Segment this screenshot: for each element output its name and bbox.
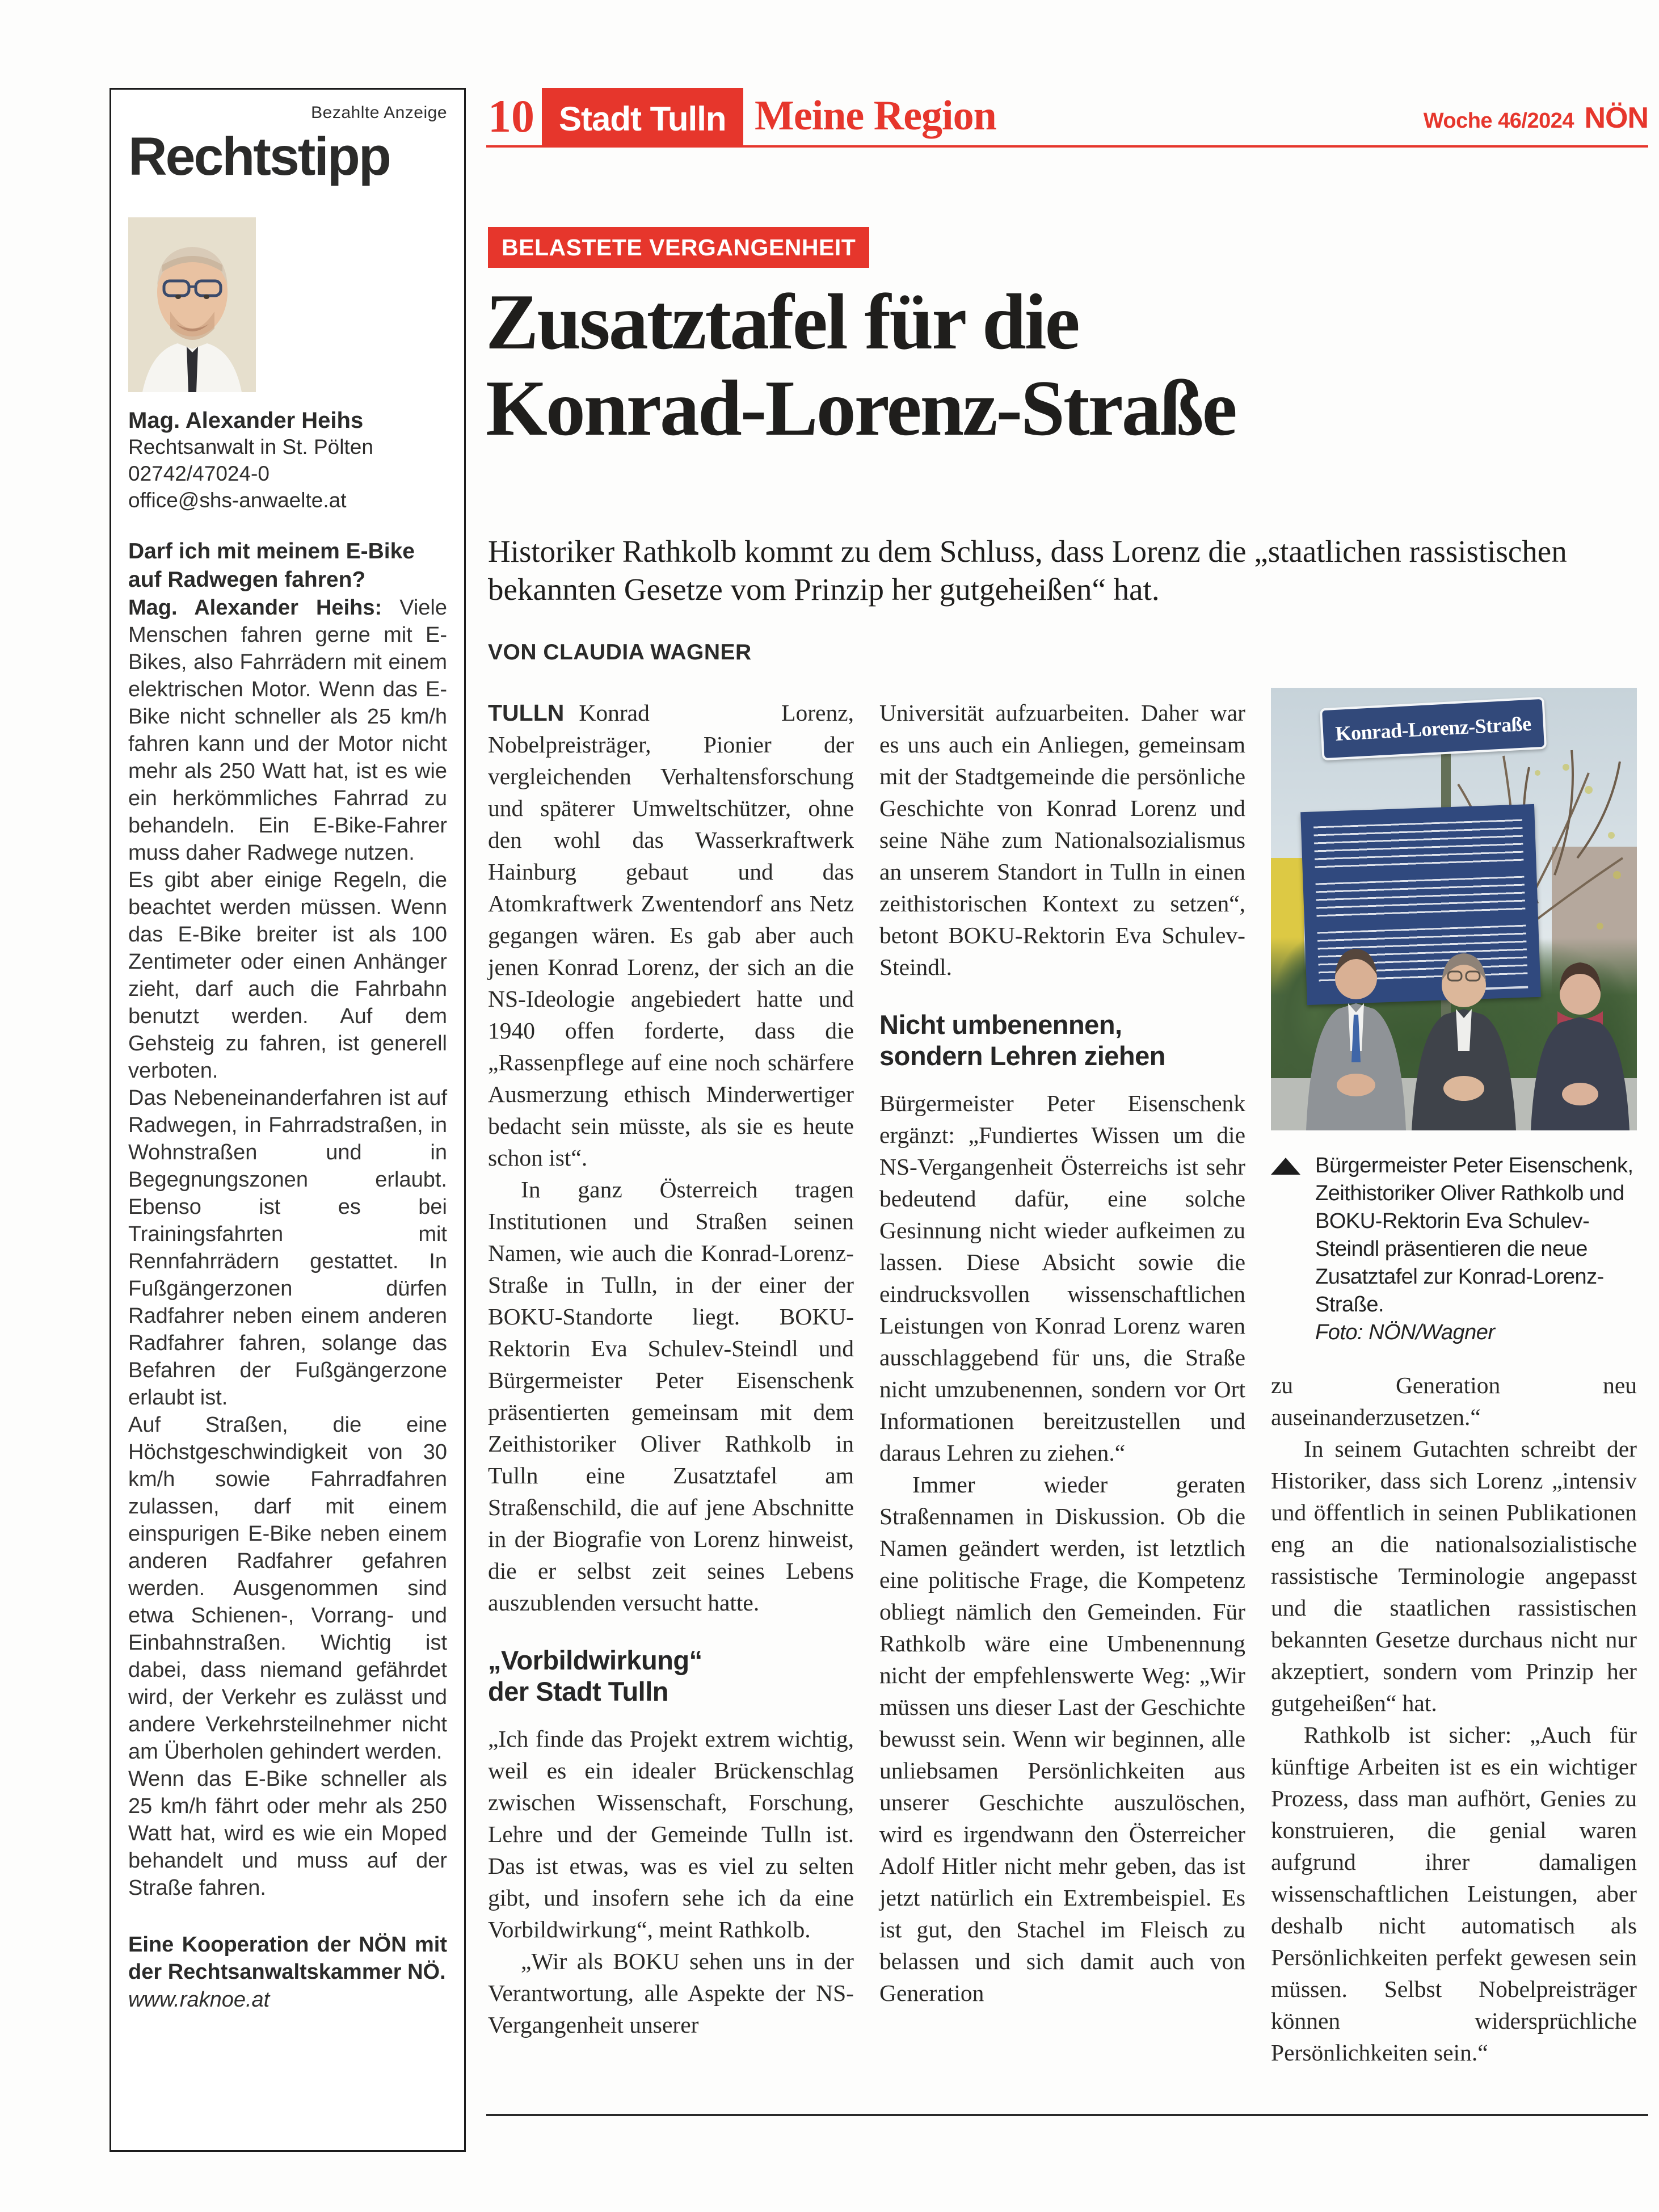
- answer-paragraph: Es gibt aber einige Regeln, die beachtet werden müssen. Wenn das E-Bike breiter ist als 100 Zentimeter oder einen Anhänger zieht, darf auch die Fahrbahn benutzt werden. Auf dem Gehsteig zu fahren, ist generell verboten.: [128, 868, 447, 1083]
- bottom-rule: [486, 2114, 1648, 2116]
- paid-ad-label: Bezahlte Anzeige: [311, 103, 447, 122]
- article-column-2: [879, 697, 1245, 2009]
- street-sign-photo: [1271, 688, 1637, 1130]
- street-sign: Konrad-Lorenz-Straße: [1320, 697, 1547, 761]
- legal-question: Darf ich mit meinem E-Bike auf Radwegen fahren?: [128, 539, 415, 592]
- article-subheadline: Historiker Rathkolb kommt zu dem Schluss, dass Lorenz die „staatlichen rassistischen bekannten Gesetze vom Prinzip her gutgeheißen“ hat.: [488, 534, 1567, 607]
- cooperation-note: Eine Kooperation der NÖN mit der Rechtsanwaltskammer NÖ.: [128, 1933, 447, 1984]
- body-paragraph: Universität aufzuarbeiten. Daher war es uns auch ein Anliegen, gemeinsam mit der Stadtgemeinde die persönliche Geschichte von Konrad Lorenz und seine Nähe zum Nationalsozialismus an unserem Standort in Tulln in einen zeithistorischen Kontext zu setzen“, betont BOKU-Rektorin Eva Schulev-Steindl.: [879, 700, 1245, 980]
- column-3-text: [1271, 1369, 1637, 2068]
- photo-caption: [1271, 1152, 1637, 1347]
- lawyer-phone: 02742/47024-0: [128, 462, 270, 485]
- body-paragraph: „Ich finde das Projekt extrem wichtig, weil es ein idealer Brückenschlag zwischen Wissenschaft, Forschung, Lehre und der Gemeinde Tulln ist. Das ist etwas, was es viel zu selten gibt, und insofern sehe ich da eine Vorbildwirkung“, meint Rathkolb.: [488, 1726, 854, 1942]
- header-rule: [486, 145, 1648, 148]
- region-title: Meine Region: [755, 92, 996, 139]
- article-column-1: [488, 697, 854, 2041]
- subhead-line: der Stadt Tulln: [488, 1676, 669, 1706]
- body-paragraph: Immer wieder geraten Straßennamen in Diskussion. Ob die Namen geändert werden, ist letztlich eine politische Frage, die Kompetenz obliegt nämlich den Gemeinden. Für Rathkolb wäre eine Umbenennung nicht der empfehlenswerte Weg: „Wir müssen uns dieser Last der Geschichte bewusst sein. Wenn wir beginnen, alle unliebsamen Persönlichkeiten aus unserer Geschichte auszulöschen, wird es irgendwann den Österreicher Adolf Hitler nicht mehr geben, das ist jetzt natürlich ein Extrembeispiel. Es ist gut, den Stachel im Fleisch zu belassen und sich damit auch von Generation: [879, 1471, 1245, 2006]
- body-paragraph: Konrad Lorenz, Nobelpreisträger, Pionier der vergleichenden Verhaltensforschung und späterer Umweltschützer, ohne den wohl das Wasserkraftwerk Hainburg gebaut und das Atomkraftwerk Zwentendorf ans Netz gegangen wären. Es gab aber auch jenen Konrad Lorenz, der sich an die NS-Ideologie angebiedert hatte und 1940 offen forderte, dass die „Rassenpflege auf eine noch schärfere Ausmerzung ethisch Minderwertiger bedacht sein müsste, als sie es heute schon ist“.: [488, 700, 854, 1171]
- caption-arrow-icon: [1271, 1152, 1315, 1347]
- answer-paragraph: Viele Menschen fahren gerne mit E-Bikes, also Fahrrädern mit einem elektrischen Motor. Wenn das E-Bike nicht schneller als 25 km/h fahren kann und der Motor nicht mehr als 250 Watt hat, ist es wie ein herkömmliches Fahrrad zu behandeln. Ein E-Bike-Fahrer muss daher Radwege nutzen.: [128, 596, 447, 865]
- answer-paragraph: Wenn das E-Bike schneller als 25 km/h fährt oder mehr als 250 Watt hat, wird es wie ein Moped behandelt und muss auf der Straße fahren.: [128, 1767, 447, 1900]
- subhead-vorbildwirkung: [488, 1645, 854, 1707]
- answer-paragraph: Das Nebeneinanderfahren ist auf Radwegen, in Fahrradstraßen, in Wohnstraßen und in Begegnungszonen erlaubt. Ebenso ist es bei Trainingsfahrten mit Rennfahrrädern gestattet. In Fußgängerzonen dürfen Radfahrer neben einem anderen Radfahrer fahren, solange das Befahren der Fußgängerzone erlaubt ist.: [128, 1086, 447, 1410]
- answer-lead: Mag. Alexander Heihs:: [128, 596, 382, 620]
- section-label: Stadt Tulln: [542, 88, 743, 147]
- body-paragraph: In seinem Gutachten schreibt der Historiker, dass sich Lorenz „intensiv und öffentlich in seinen Publikationen eng an die nationalsozialistische rassistische Terminologie angepasst und die staatlichen rassistischen bekannten Gesetze durchaus nicht nur akzeptiert, sondern vom Prinzip her gutgeheißen“ hat.: [1271, 1436, 1637, 1716]
- lawyer-role: Rechtsanwalt in St. Pölten: [128, 435, 373, 459]
- brand-logo: NÖN: [1584, 102, 1648, 134]
- photo-credit: Foto: NÖN/Wagner: [1315, 1321, 1495, 1344]
- lawyer-email: office@shs-anwaelte.at: [128, 489, 347, 512]
- article-column-3: [1271, 688, 1637, 2068]
- subhead-line: Nicht umbenennen,: [879, 1010, 1122, 1040]
- subhead-line: sondern Lehren ziehen: [879, 1041, 1165, 1071]
- headline-line1: Zusatztafel für die: [486, 278, 1079, 366]
- body-paragraph: zu Generation neu auseinanderzusetzen.“: [1271, 1372, 1637, 1430]
- rechtstipp-ad-box: [110, 88, 466, 2152]
- article-headline: [486, 279, 1620, 452]
- sidebar-title: Rechtstipp: [128, 127, 390, 187]
- rak-website-link: www.raknoe.at: [128, 1988, 270, 2012]
- body-paragraph: In ganz Österreich tragen Institutionen und Straßen seinen Namen, wie auch die Konrad-Lorenz-Straße in Tulln, in der einer der BOKU-Standorte liegt. BOKU-Rektorin Eva Schulev-Steindl und Bürgermeister Peter Eisenschenk präsentierten gemeinsam mit dem Zeithistoriker Oliver Rathkolb in Tulln eine Zusatztafel am Straßenschild, die auf jene Abschnitte in der Biografie von Lorenz hinweist, die er selbst zeit seines Lebens auszublenden versucht hatte.: [488, 1176, 854, 1616]
- three-people: [1271, 688, 1637, 1130]
- page-number: 10: [488, 90, 534, 142]
- body-paragraph: Bürgermeister Peter Eisenschenk ergänzt: „Fundiertes Wissen um die NS-Vergangenheit Österreichs ist sehr bedeutend dafür, eine solche Gesinnung nicht wieder aufkeimen zu lassen. Diese Absicht sowie die eindrucksvollen wissenschaftlichen Leistungen von Konrad Lorenz waren ausschlaggebend für uns, die Straße nicht umzubenennen, sondern vor Ort Informationen bereitzustellen und daraus Lehren zu ziehen.“: [879, 1090, 1245, 1466]
- subhead-nicht-umbenennen: [879, 1009, 1245, 1071]
- answer-paragraph: Auf Straßen, die eine Höchstgeschwindigkeit von 30 km/h sowie Fahrradfahren zulassen, darf mit einem einspurigen E-Bike neben einem anderen Radfahrer gefahren werden. Ausgenommen sind etwa Schienen-, Vorrang- und Einbahnstraßen. Wichtig ist dabei, dass niemand gefährdet wird, der Verkehr es zulässt und andere Verkehrsteilnehmer nicht am Überholen gehindert werden.: [128, 1413, 447, 1764]
- lawyer-name: Mag. Alexander Heihs: [128, 408, 364, 433]
- article-byline: VON CLAUDIA WAGNER: [488, 640, 752, 665]
- issue-week: Woche 46/2024: [1423, 109, 1574, 133]
- body-paragraph: Rathkolb ist sicher: „Auch für künftige Arbeiten ist es ein wichtiger Prozess, dass man aufhört, Genies zu konstruieren, die genial waren aufgrund ihrer damaligen wissenschaftlichen Leistungen, aber deshalb nicht automatisch als Persönlichkeiten perfekt gewesen sein müssen. Selbst Nobelpreisträger können widersprüchliche Persönlichkeiten sein.“: [1271, 1722, 1637, 2066]
- subhead-line: „Vorbildwirkung“: [488, 1645, 702, 1675]
- caption-text: Bürgermeister Peter Eisenschenk, Zeithistoriker Oliver Rathkolb und BOKU-Rektorin Eva Schulev-Steindl präsentieren die neue Zusatztafel zur Konrad-Lorenz-Straße.: [1315, 1154, 1633, 1317]
- dateline: TULLN: [488, 700, 565, 726]
- body-paragraph: „Wir als BOKU sehen uns in der Verantwortung, alle Aspekte der NS-Vergangenheit unserer: [488, 1948, 854, 2038]
- article-kicker: BELASTETE VERGANGENHEIT: [488, 227, 869, 268]
- headline-line2: Konrad-Lorenz-Straße: [486, 364, 1236, 452]
- lawyer-portrait-photo: [128, 217, 256, 392]
- legal-answer: [128, 594, 447, 1902]
- issue-info-wrap: [1251, 101, 1648, 135]
